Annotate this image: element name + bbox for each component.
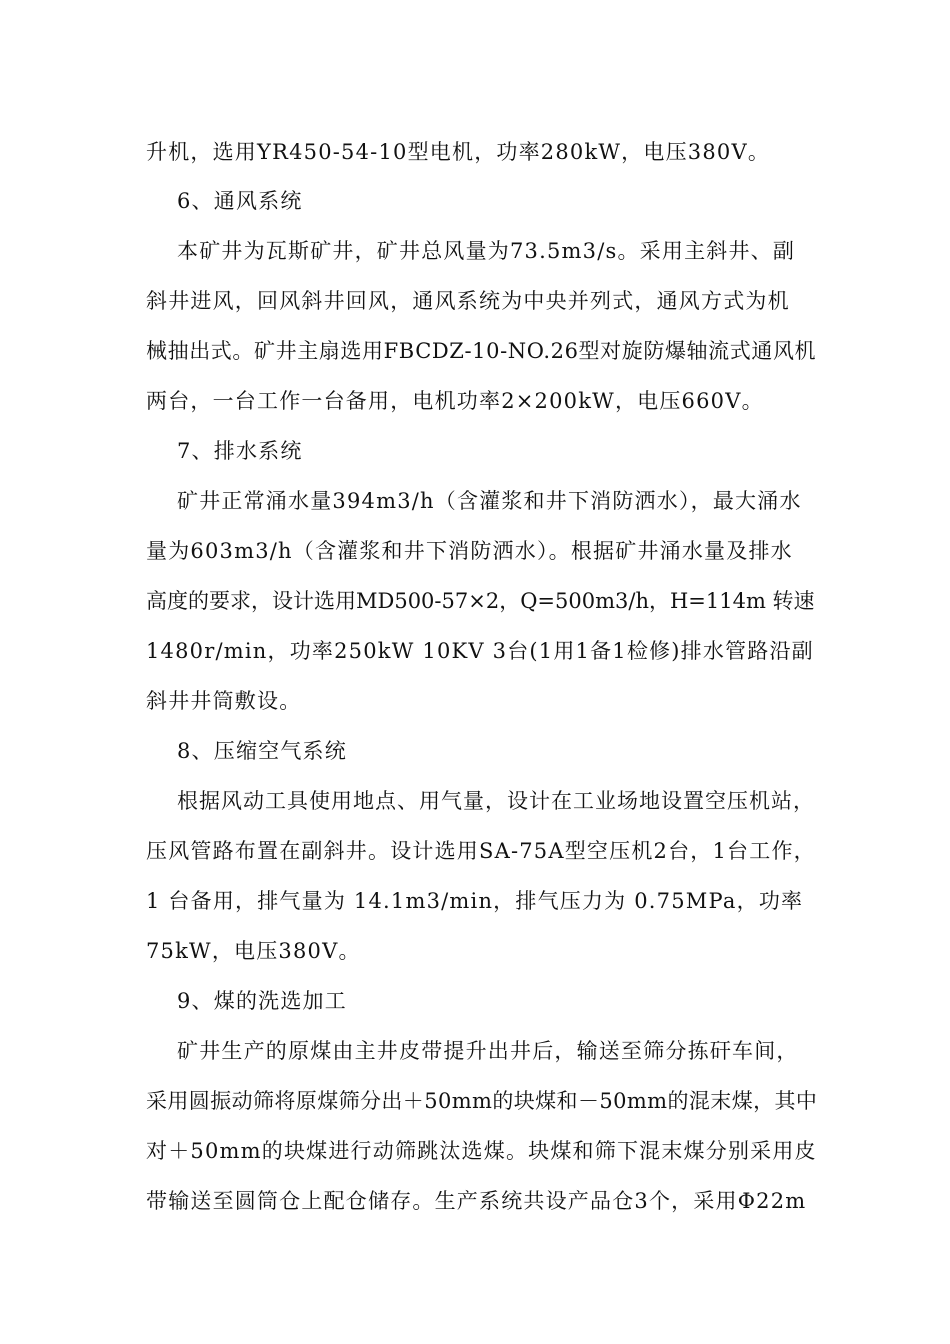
section-heading: 6、通风系统 <box>177 189 303 213</box>
paragraph-line: 斜井进风，回风斜井回风，通风系统为中央并列式，通风方式为机 <box>146 289 790 313</box>
section-heading: 9、煤的洗选加工 <box>177 989 347 1013</box>
paragraph-line: 带输送至圆筒仓上配仓储存。生产系统共设产品仓3个，采用Φ22m <box>146 1189 807 1213</box>
paragraph-line: 矿井正常涌水量394m3/h（含灌浆和井下消防洒水），最大涌水 <box>177 489 802 513</box>
paragraph-line: 量为603m3/h（含灌浆和井下消防洒水）。根据矿井涌水量及排水 <box>146 539 793 563</box>
paragraph-line: 75kW，电压380V。 <box>146 939 361 963</box>
paragraph-line: 斜井井筒敷设。 <box>146 689 302 713</box>
paragraph-line: 1480r/min，功率250kW 10KV 3台(1用1备1检修)排水管路沿副 <box>146 639 814 663</box>
paragraph-line: 本矿井为瓦斯矿井，矿井总风量为73.5m3/s。采用主斜井、副 <box>177 239 796 263</box>
section-heading: 8、压缩空气系统 <box>177 739 347 763</box>
paragraph-line: 高度的要求，设计选用MD500-57×2，Q=500m3/h，H=114m 转速 <box>146 589 815 613</box>
paragraph-line: 矿井生产的原煤由主井皮带提升出井后，输送至筛分拣矸车间， <box>177 1039 799 1063</box>
paragraph-line: 根据风动工具使用地点、用气量，设计在工业场地设置空压机站， <box>177 789 815 813</box>
paragraph-line: 采用圆振动筛将原煤筛分出＋50mm的块煤和－50mm的混末煤，其中 <box>146 1089 818 1113</box>
paragraph-line: 1 台备用，排气量为 14.1m3/min，排气压力为 0.75MPa，功率 <box>146 889 804 913</box>
paragraph-line: 械抽出式。矿井主扇选用FBCDZ-10-NO.26型对旋防爆轴流式通风机 <box>146 339 817 363</box>
paragraph-line: 对＋50mm的块煤进行动筛跳汰选煤。块煤和筛下混末煤分别采用皮 <box>146 1139 817 1163</box>
section-heading: 7、排水系统 <box>177 439 303 463</box>
paragraph-line: 压风管路布置在副斜井。设计选用SA-75A型空压机2台，1台工作， <box>146 839 816 863</box>
paragraph-line: 两台，一台工作一台备用，电机功率2×200kW，电压660V。 <box>146 389 764 413</box>
paragraph-line: 升机，选用YR450-54-10型电机，功率280kW，电压380V。 <box>146 140 771 164</box>
